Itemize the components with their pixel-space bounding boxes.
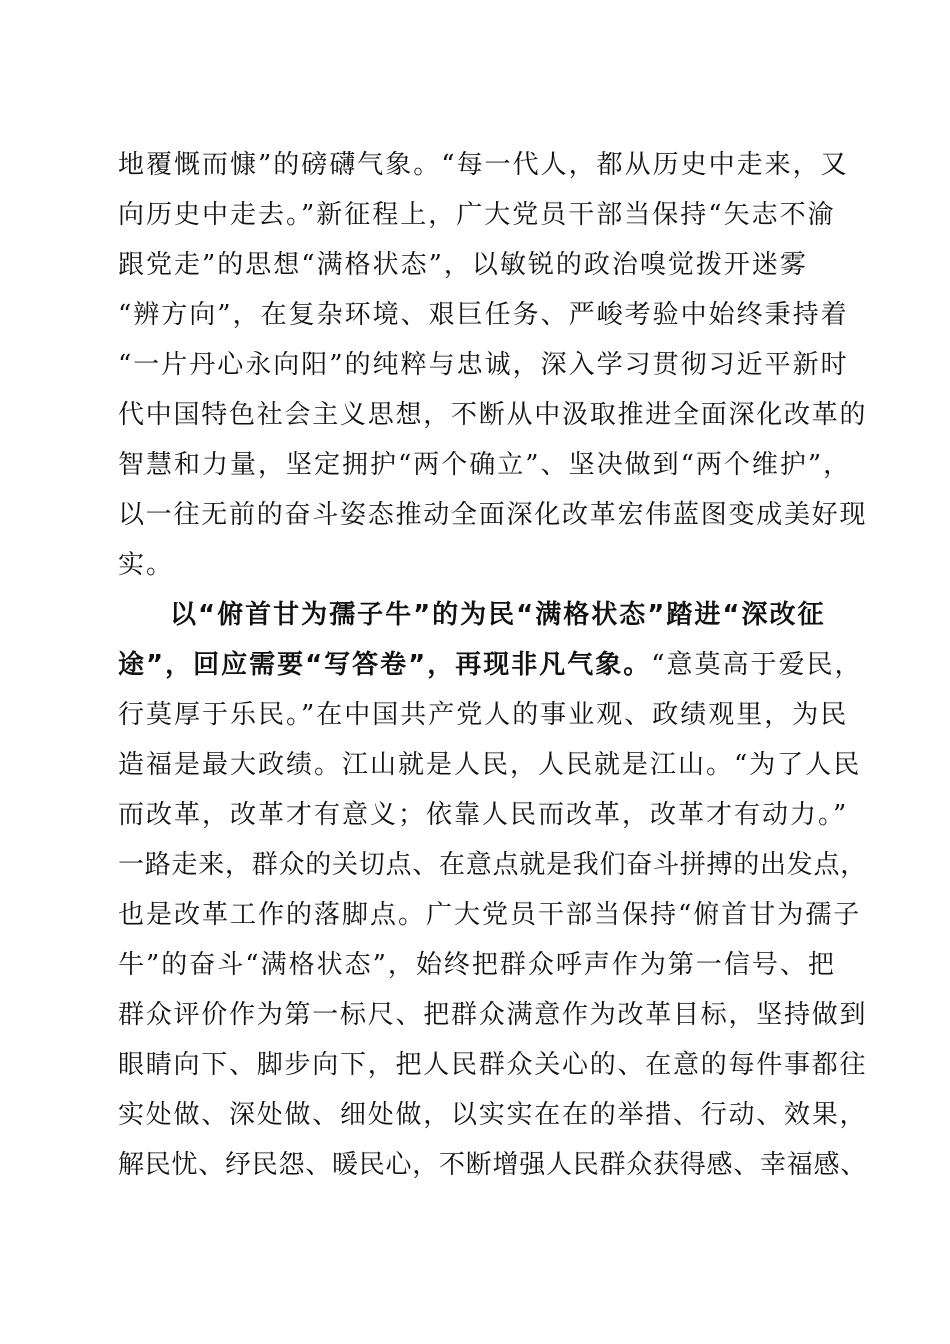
text-line: 牛”的奋斗“满格状态”，始终把群众呼声作为第一信号、把 <box>118 950 836 980</box>
text-line: 跟党走”的思想“满格状态”，以敏锐的政治嗅觉拨开迷雾 <box>118 250 808 280</box>
text-line: 群众评价作为第一标尺、把群众满意作为改革目标，坚持做到 <box>118 1000 868 1030</box>
text-line: 地覆慨而慷”的磅礴气象。“每一代人，都从历史中走来，又 <box>118 150 849 180</box>
text-line: 造福是最大政绩。江山就是人民，人民就是江山。“为了人民 <box>118 750 862 780</box>
text-line: 以一往无前的奋斗姿态推动全面深化改革宏伟蓝图变成美好现 <box>118 500 868 530</box>
text-line: “辨方向”，在复杂环境、艰巨任务、严峻考验中始终秉持着 <box>118 300 849 330</box>
text-line: 实处做、深处做、细处做，以实实在在的举措、行动、效果， <box>118 1100 868 1130</box>
text-line: 向历史中走去。”新征程上，广大党员干部当保持“矢志不渝 <box>118 200 836 230</box>
paragraph-heading: 以“俯首甘为孺子牛”的为民“满格状态”踏进“深改征 <box>170 600 826 630</box>
text-line: “一片丹心永向阳”的纯粹与忠诚，深入学习贯彻习近平新时 <box>118 350 849 380</box>
heading-tail-text: “意莫高于爱民， <box>651 650 863 680</box>
text-line: 一路走来，群众的关切点、在意点就是我们奋斗拼搏的出发点， <box>118 850 868 880</box>
text-line: 智慧和力量，坚定拥护“两个确立”、坚决做到“两个维护”， <box>118 450 852 480</box>
text-line: 代中国特色社会主义思想，不断从中汲取推进全面深化改革的 <box>118 400 868 430</box>
text-line: 眼睛向下、脚步向下，把人民群众关心的、在意的每件事都往 <box>118 1050 868 1080</box>
text-line: 也是改革工作的落脚点。广大党员干部当保持“俯首甘为孺子 <box>118 900 862 930</box>
text-line: 实。 <box>118 550 175 580</box>
text-line: 解民忧、纾民怨、暖民心，不断增强人民群众获得感、幸福感、 <box>118 1150 868 1180</box>
paragraph-heading: 途”，回应需要“写答卷”，再现非凡气象。 <box>118 650 652 680</box>
text-line: 行莫厚于乐民。”在中国共产党人的事业观、政绩观里，为民 <box>118 700 849 730</box>
text-line: 而改革，改革才有意义；依靠人民而改革，改革才有动力。” <box>118 800 849 830</box>
heading-line-with-tail <box>118 648 863 682</box>
